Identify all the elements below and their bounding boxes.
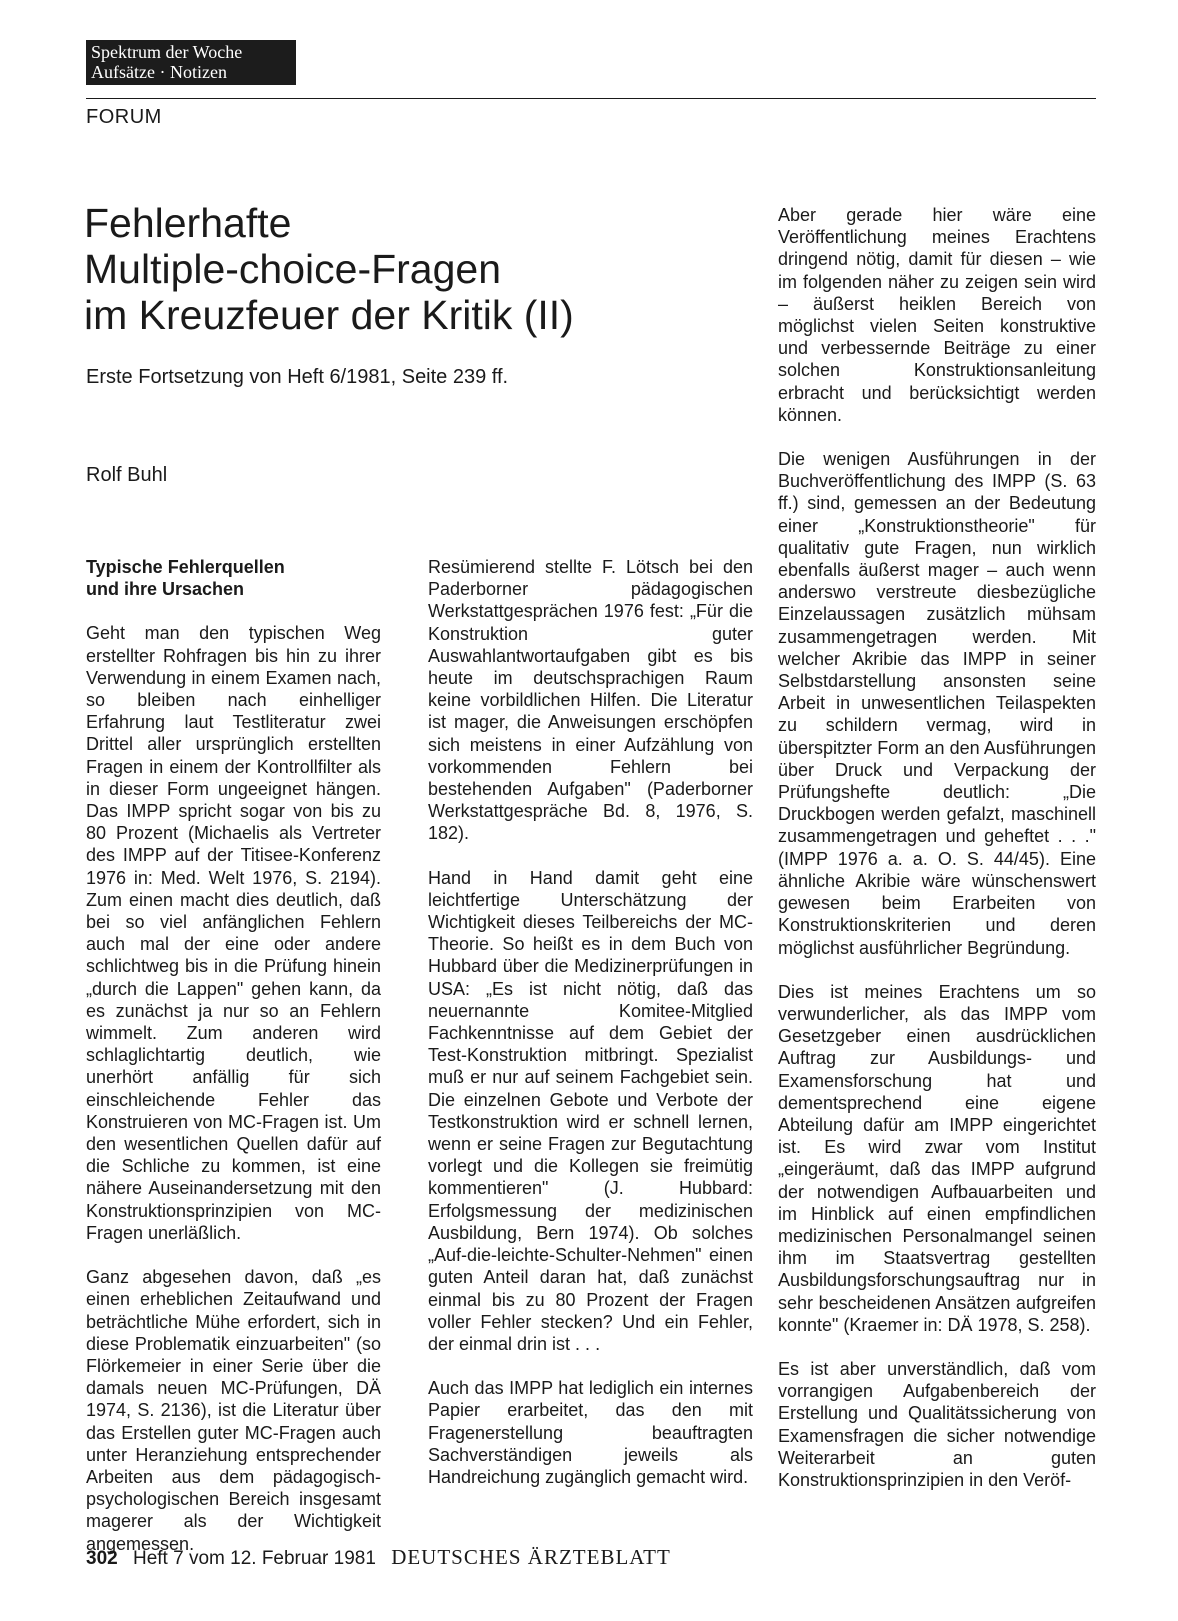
- text-column-3: [778, 204, 1096, 1513]
- paragraph: Aber gerade hier wäre eine Veröffentlichung meines Erachtens dringend nötig, damit für diesen – wie im folgenden näher zu zeigen sein wird – äußerst heiklen Bereich von möglichst vielen Seiten konstruktive und verbessernde Beiträge zu einer solchen Konstruktionsanleitung erbracht und berücksichtigt werden können.: [778, 205, 1096, 425]
- paragraph: Auch das IMPP hat lediglich ein internes Papier erarbeitet, das den mit Fragenerstellung beauftragten Sachverständigen jeweils als Handreichung zugänglich gemacht wird.: [428, 1378, 753, 1487]
- section-heading: [86, 556, 381, 600]
- paragraph: Hand in Hand damit geht eine leichtfertige Unterschätzung der Wichtigkeit dieses Teilbereichs der MC-Theorie. So heißt es in dem Buch von Hubbard über die Medizinerprüfungen in USA: „Es ist nicht nötig, daß das neuernannte Komitee-Mitglied Fachkenntnisse auf dem Gebiet der Test-Konstruktion mitbringt. Spezialist muß er nur auf seinem Fachgebiet sein. Die einzelnen Gebote und Verbote der Testkonstruktion wird er schnell lernen, wenn er seine Fragen zur Begutachtung vorlegt und die Kollegen sie freimütig kommentieren" (J. Hubbard: Erfolgsmessung der medizinischen Ausbildung, Bern 1974). Ob solches „Auf-die-leichte-Schulter-Nehmen" einen guten Anteil daran hat, daß zunächst einmal bis zu 80 Prozent der Fragen voller Fehler stecken? Und ein Fehler, der einmal drin ist . . .: [428, 867, 753, 1354]
- issue-info: Heft 7 vom 12. Februar 1981: [132, 1548, 376, 1569]
- paragraph: Resümierend stellte F. Lötsch bei den Paderborner pädagogischen Werkstattgesprächen 1976 fest: „Für die Konstruktion guter Auswahlantwortaufgaben gibt es bis heute im deutschsprachigen Raum keine vorbildlichen Hilfen. Die Literatur ist mager, die Anweisungen erschöpfen sich meistens in einer Aufzählung von vorkommenden Fehlern bei bestehenden Aufgaben" (Paderborner Werkstattgespräche Bd. 8, 1976, S. 182).: [428, 557, 753, 844]
- paragraph: Dies ist meines Erachtens um so verwunderlicher, als das IMPP vom Gesetzgeber einen ausdrücklichen Auftrag zur Ausbildungs- und Examensforschung hat und dementsprechend eine eigene Abteilung dafür am IMPP eingerichtet ist. Es wird zwar vom Institut „eingeräumt, daß das IMPP aufgrund der notwendigen Aufbauarbeiten und im Hinblick auf einen empfindlichen medizinischen Personalmangel seinen ihm im Staatsvertrag gestellten Ausbildungsforschungsauftrag nur in sehr bescheidenen Ansätzen aufgreifen konnte" (Kraemer in: DÄ 1978, S. 258).: [778, 981, 1096, 1335]
- text-column-2: [428, 556, 753, 1510]
- paragraph: Ganz abgesehen davon, daß „es einen erheblichen Zeitaufwand und beträchtliche Mühe erfordert, sich in diese Problematik einzuarbeiten" (so Flörkemeier in einer Serie über die damals neuen MC-Prüfungen, DÄ 1974, S. 2136), ist die Literatur über das Erstellen guter MC-Fragen auch unter Heranziehung entsprechender Arbeiten aus dem pädagogisch-psychologischen Bereich insgesamt magerer als der Wichtigkeit angemessen.: [86, 1267, 381, 1554]
- article-title-line2: Multiple-choice-Fragen: [84, 246, 502, 292]
- section-label: [86, 40, 296, 85]
- page-footer: [86, 1545, 671, 1570]
- article-title-line3: im Kreuzfeuer der Kritik (II): [84, 292, 574, 338]
- section-heading-line2: und ihre Ursachen: [86, 579, 245, 600]
- section-heading-line1: Typische Fehlerquellen: [86, 557, 285, 577]
- section-label-line2: Aufsätze · Notizen: [91, 62, 227, 82]
- page-number: 302: [86, 1548, 118, 1569]
- paragraph: Die wenigen Ausführungen in der Buchveröffentlichung des IMPP (S. 63 ff.) sind, gemessen an der Bedeutung einer „Konstruktionstheorie" für qualitativ gute Fragen, nun wirklich ebenfalls äußerst mager – auch wenn anderswo verstreute diesbezügliche Einzelaussagen zusätzlich mühsam zusammengetragen werden. Mit welcher Akribie das IMPP in seiner Selbstdarstellung ansonsten seine Arbeit in unwesentlichen Teilaspekten zu schildern vermag, wird in überspitzter Form an den Ausführungen über Druck und Verpackung der Prüfungshefte deutlich: „Die Druckbogen werden gefalzt, maschinell zusammengetragen und geheftet . . ." (IMPP 1976 a. a. O. S. 44/45). Eine ähnliche Akribie wäre wünschenswert gewesen beim Erarbeiten von Konstruktionskriterien und deren möglichst ausführlicher Begründung.: [778, 449, 1096, 958]
- paragraph: Geht man den typischen Weg erstellter Rohfragen bis hin zu ihrer Verwendung in einem Examen nach, so bleiben nach einhelliger Erfahrung laut Testliteratur zwei Drittel aller ursprünglich erstellten Fragen in einem der Kontrollfilter als in dieser Form ungeeignet hängen. Das IMPP spricht sogar von bis zu 80 Prozent (Michaelis als Vertreter des IMPP auf der Titisee-Konferenz 1976 in: Med. Welt 1976, S. 2194). Zum einen macht dies deutlich, daß bei so viel anfänglichen Fehlern auch mal der eine oder andere schlichtweg bis in die Prüfung hinein „durch die Lappen" gehen kann, da es zunächst ja nur so an Fehlern wimmelt. Zum anderen wird schlaglichtartig deutlich, wie unerhört anfällig für sich einschleichende Fehler das Konstruieren von MC-Fragen ist. Um den wesentlichen Quellen dafür auf die Schliche zu kommen, ist eine nähere Auseinandersetzung mit den Konstruktionsprinzipien von MC-Fragen unerläßlich.: [86, 623, 381, 1243]
- author-name: Rolf Buhl: [86, 464, 168, 486]
- article-subtitle: Erste Fortsetzung von Heft 6/1981, Seite 239 ff.: [86, 366, 509, 388]
- paragraph: Es ist aber unverständlich, daß vom vorrangigen Aufgabenbereich der Erstellung und Qualitätssicherung von Examensfragen die sicher notwendige Weiterarbeit an guten Konstruktionsprinzipien in den Veröf-: [778, 1358, 1096, 1490]
- header-rule: [86, 98, 1096, 99]
- section-label-line1: Spektrum der Woche: [91, 42, 243, 62]
- article-title-line1: Fehlerhafte: [84, 200, 292, 246]
- article-title: [84, 200, 724, 338]
- journal-name: DEUTSCHES ÄRZTEBLATT: [391, 1545, 671, 1569]
- text-column-1: [86, 556, 381, 1577]
- category-label: FORUM: [86, 106, 162, 128]
